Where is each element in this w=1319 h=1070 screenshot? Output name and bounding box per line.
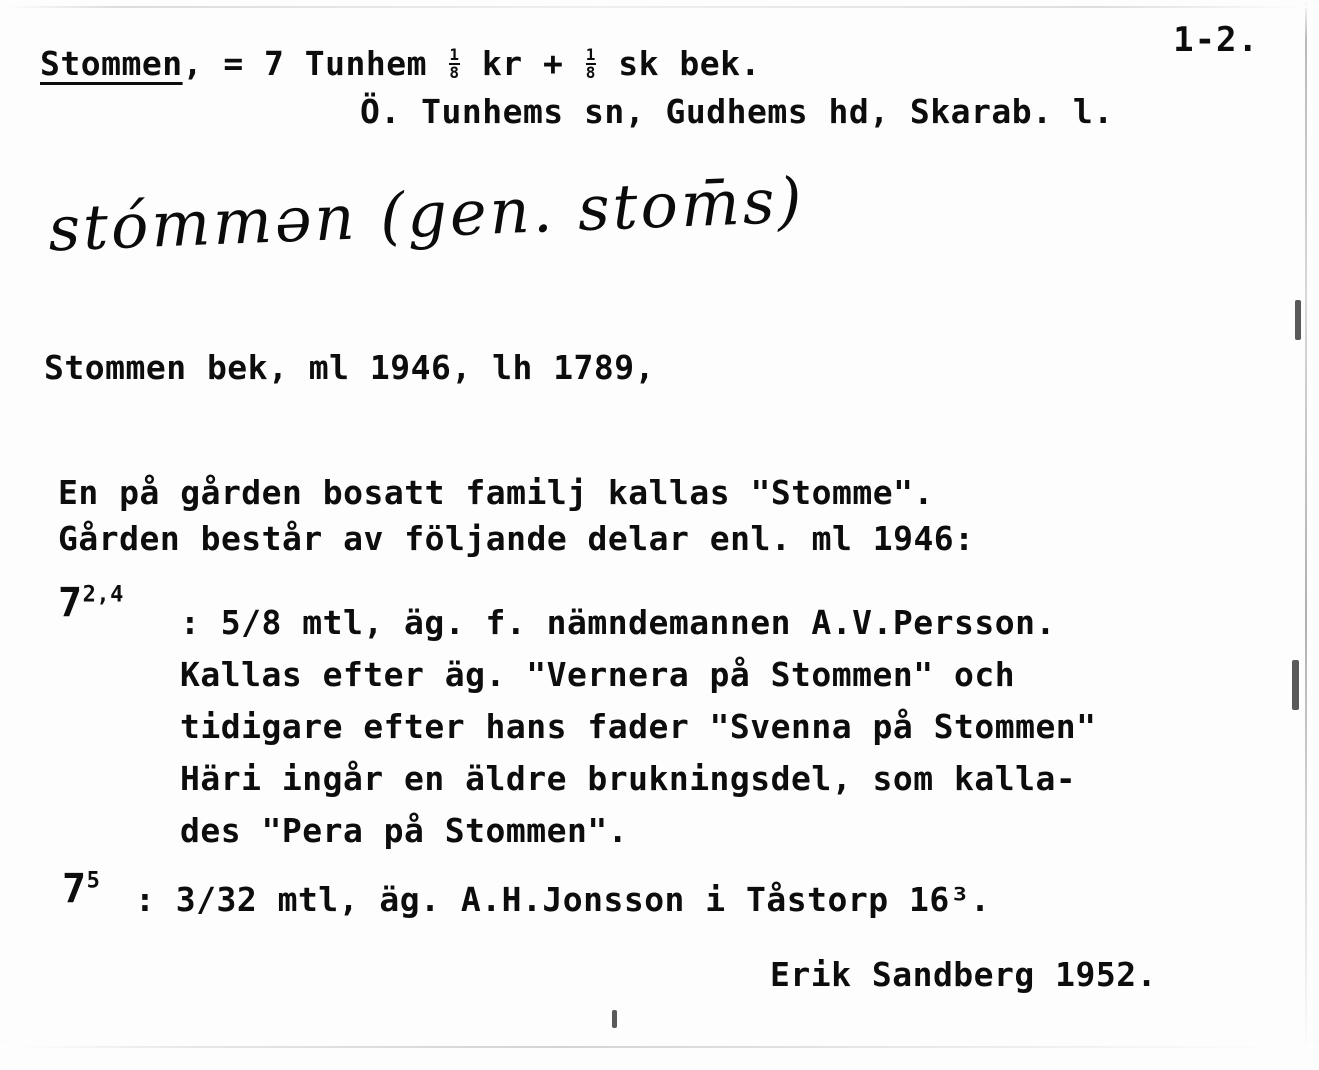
scan-speck [612,1010,617,1028]
item-a-line-4: Häri ingår en äldre brukningsdel, som kalla- [180,759,1077,798]
page-number: 1-2. [1173,20,1259,60]
fraction-two: $\frac{1}{8}$ [585,44,596,82]
item-a-base: 7 [58,580,83,626]
paragraph-line-2: Gården består av följande delar enl. ml 1946: [58,519,975,558]
scan-edge-bottom [0,1046,1319,1048]
place-name: Stommen [40,44,183,83]
body-paragraph [58,470,975,562]
signature-line: Erik Sandberg 1952. [770,955,1157,994]
item-a-line-3: tidigare efter hans fader "Svenna på Stommen" [180,707,1097,746]
headline-between: kr + [461,44,584,83]
headline-rest-1: , = 7 Tunhem [182,44,448,83]
item-b-text: : 3/32 mtl, äg. A.H.Jonsson i Tåstorp 16³. [135,880,991,919]
headline-rest-2: sk bek. [597,44,761,83]
fraction-one: $\frac{1}{8}$ [449,44,460,82]
source-reference-line: Stommen bek, ml 1946, lh 1789, [44,348,656,387]
item-a-text [180,597,1097,857]
item-a-line-2: Kallas efter äg. "Vernera på Stommen" och [180,655,1016,694]
item-a-line-5: des "Pera på Stommen". [180,811,629,850]
scan-speck [1292,660,1299,710]
headline [40,44,761,83]
scan-speck [1295,300,1301,340]
item-marker-b [62,866,100,912]
item-b-superscript: 5 [86,868,101,894]
item-marker-a [58,580,124,626]
scan-edge-top [0,6,1319,8]
item-a-line-1: : 5/8 mtl, äg. f. nämndemannen A.V.Persson. [180,603,1056,642]
paragraph-line-1: En på gården bosatt familj kallas "Stomme". [58,473,934,512]
handwritten-pronunciation: stómmən (gen. stom̄s) [46,163,806,266]
scan-edge-right [1305,0,1307,1070]
parish-district-line: Ö. Tunhems sn, Gudhems hd, Skarab. l. [360,92,1114,131]
item-b-base: 7 [62,866,87,912]
item-a-superscript: 2,4 [82,582,124,608]
